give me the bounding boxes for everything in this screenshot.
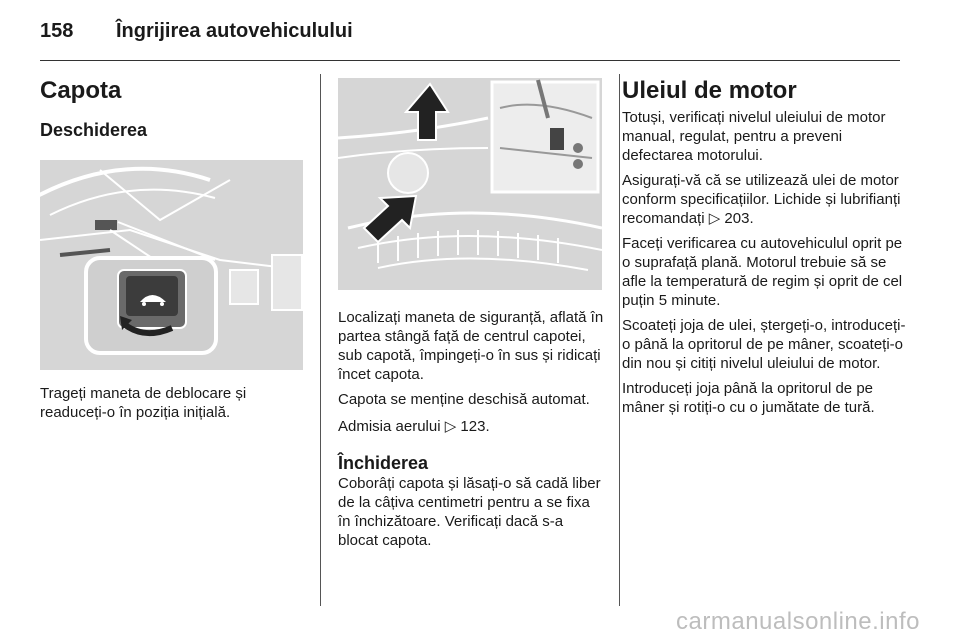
column-left (40, 74, 305, 422)
paragraph-closing-hood: Coborâți capota și lăsați-o să cadă liber de la câțiva centimetri pentru a se fixa în închizătoare. Verificați dacă s-a blocat capota. (338, 475, 601, 549)
subsection-title-inchiderea: Închiderea (338, 453, 429, 473)
hood-safety-catch-illustration (338, 78, 602, 290)
watermark: carmanualsonline.info (676, 608, 920, 635)
column-middle (338, 74, 604, 550)
column-right (622, 74, 907, 417)
paragraph-check-oil-regularly: Totuși, verificați nivelul uleiului de motor manual, regulat, pentru a preveni defectarea motorului. (622, 109, 886, 164)
paragraph-dipstick-read: Scoateți joja de ulei, ștergeți-o, introduceți-o până la opritorul de pe mâner, scoateți-o din nou și citiți nivelul uleiului de motor. (622, 317, 906, 372)
section-title-capota: Capota (40, 77, 122, 104)
paragraph-release-lever: Trageți maneta de deblocare și readuceți-o în poziția inițială. (40, 385, 247, 421)
header-divider (40, 60, 900, 61)
paragraph-check-conditions: Faceți verificarea cu autovehiculul oprit pe o suprafață plană. Motorul trebuie să se afle la temperatură de regim și oprit de cel puțin 5 minute. (622, 235, 903, 309)
paragraph-dipstick-insert: Introduceți joja până la opritorul de pe mâner și rotiți-o cu o jumătate de tură. (622, 380, 875, 416)
column-divider (619, 74, 620, 606)
hood-release-lever-illustration (40, 160, 303, 370)
subsection-title-deschiderea: Deschiderea (40, 120, 148, 140)
section-title-engine-oil: Uleiul de motor (622, 77, 797, 104)
paragraph-safety-catch: Localizați maneta de siguranță, aflată în partea stângă față de centrul capotei, sub capotă, împingeți-o în sus și ridicați încet capota. (338, 309, 604, 383)
page-header (40, 14, 900, 58)
column-divider (320, 74, 321, 606)
paragraph-oil-specification: Asigurați-vă că se utilizează ulei de motor conform specificațiilor. Lichide și lubrifianți recomandați ▷ 203. (622, 172, 901, 227)
chapter-title: Îngrijirea autovehiculului (116, 20, 353, 42)
paragraph-air-intake: Admisia aerului ▷ 123. (338, 418, 490, 435)
paragraph-hood-stays-open: Capota se menține deschisă automat. (338, 391, 590, 408)
page-number: 158 (40, 20, 74, 42)
